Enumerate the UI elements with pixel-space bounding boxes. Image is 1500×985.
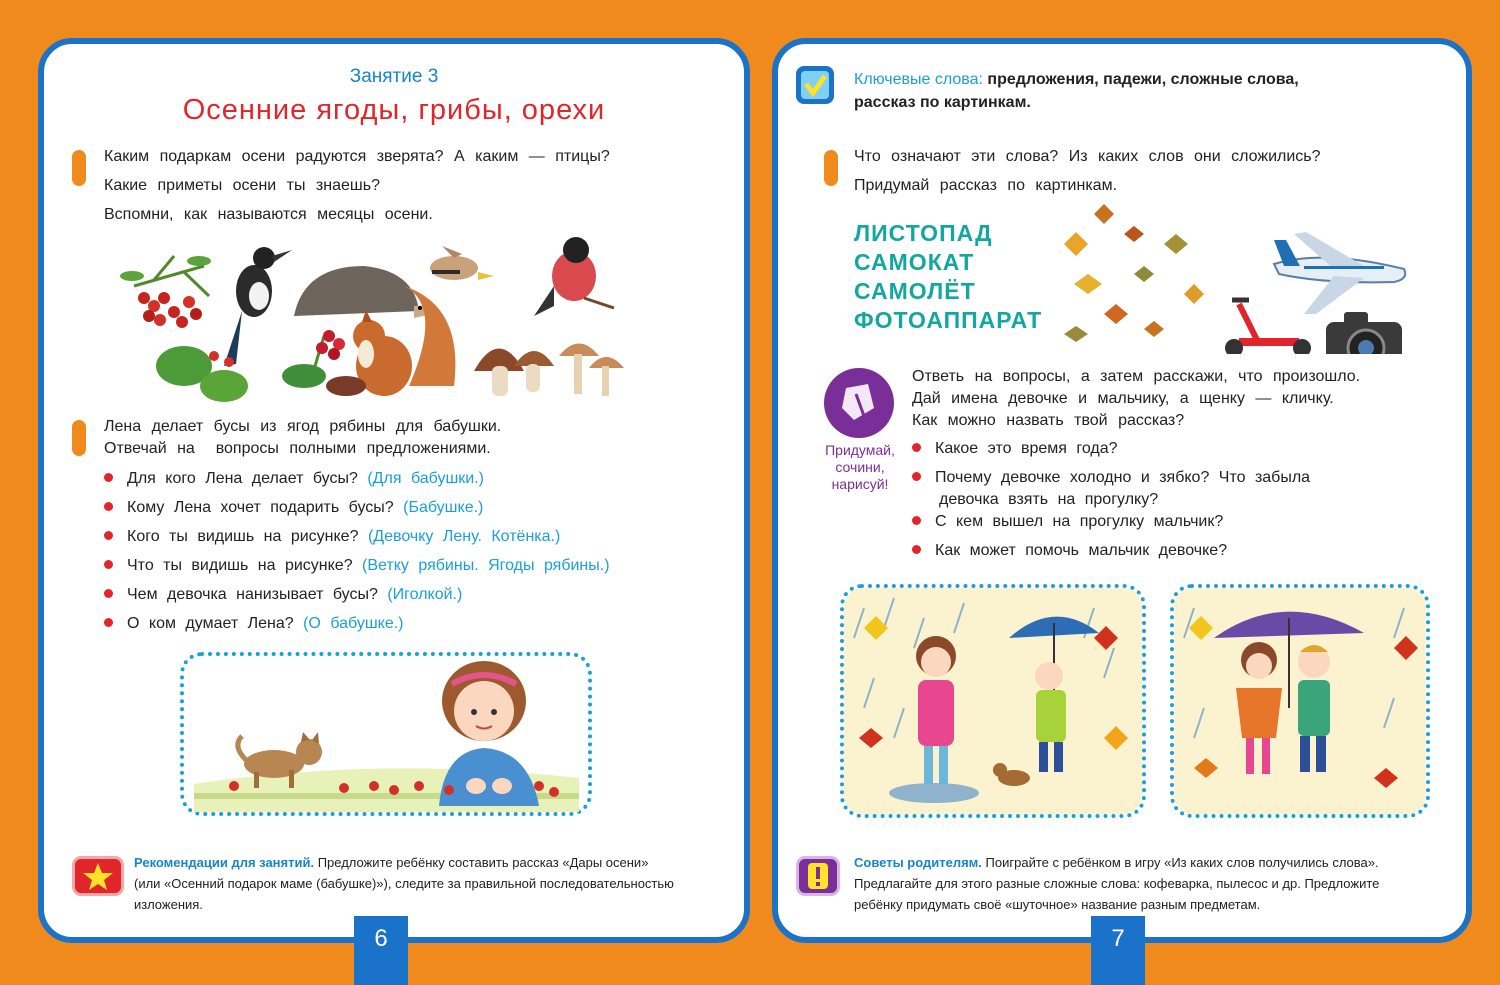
page-number-left: 6 bbox=[354, 916, 408, 985]
list-item: Что ты видишь на рисунке? (Ветку рябины. Ягоды рябины.) bbox=[104, 555, 610, 577]
word-airplane: САМОЛЁТ bbox=[854, 278, 976, 304]
airplane bbox=[1274, 232, 1405, 314]
bullet-dot bbox=[912, 545, 921, 554]
list-item: Кого ты видишь на рисунке? (Девочку Лену. Котёнка.) bbox=[104, 526, 560, 548]
picture-frame-1 bbox=[840, 584, 1146, 818]
rainy-walk-picture bbox=[844, 588, 1142, 814]
bullet-dot bbox=[104, 560, 113, 569]
intro-line-2: Придумай рассказ по картинкам. bbox=[854, 177, 1118, 194]
bullet-dot bbox=[104, 589, 113, 598]
viburnum bbox=[282, 330, 366, 396]
word-pictures bbox=[1044, 174, 1414, 354]
bullet-dot bbox=[104, 531, 113, 540]
section-marker bbox=[824, 150, 838, 186]
section-marker bbox=[72, 150, 86, 186]
picture-frame-2 bbox=[1170, 584, 1430, 818]
list-item: Кому Лена хочет подарить бусы? (Бабушке.) bbox=[104, 497, 483, 519]
mushrooms bbox=[474, 344, 624, 397]
create-badge-caption: Придумай, сочини, нарисуй! bbox=[825, 442, 895, 492]
page-number-right: 7 bbox=[1091, 916, 1145, 985]
waxwing bbox=[430, 246, 494, 280]
shared-umbrella-picture bbox=[1174, 588, 1426, 814]
girl bbox=[439, 661, 539, 806]
task-line-1: Лена делает бусы из ягод рябины для бабушки. bbox=[104, 418, 502, 435]
bullet-dot bbox=[912, 472, 921, 481]
illustration-frame bbox=[180, 652, 592, 816]
advice-note: Советы родителям. Поиграйте с ребёнком в игру «Из каких слов получились слова». Предлагайте для этого разные сложные слова: кофеварка, пылесос и др. Предложите ребёнку придумать своё «шуточное» название разным предметам. bbox=[854, 855, 1380, 912]
bullet-dot bbox=[104, 502, 113, 511]
bullet-dot bbox=[104, 618, 113, 627]
recommendation-note: Рекомендации для занятий. Предложите ребёнку составить рассказ «Дары осени» (или «Осенний подарок маме (бабушке)»), следите за правильной последовательностью изложения. bbox=[134, 855, 674, 912]
create-badge bbox=[824, 368, 894, 438]
hedgehog bbox=[294, 266, 432, 318]
checkmark-icon bbox=[796, 66, 834, 104]
task-line-2: Отвечай на вопросы полными предложениями. bbox=[104, 440, 491, 457]
word-camera: ФОТОАППАРАТ bbox=[854, 307, 1043, 333]
exclamation-icon bbox=[799, 859, 837, 893]
story-question-list bbox=[912, 438, 1432, 568]
word-scooter: САМОКАТ bbox=[854, 249, 975, 275]
camera bbox=[1326, 312, 1402, 354]
bullet-dot bbox=[912, 443, 921, 452]
girl-with-kitten-illustration bbox=[184, 656, 588, 812]
lesson-label: Занятие 3 bbox=[349, 66, 439, 87]
bullet-dot bbox=[912, 516, 921, 525]
star-icon bbox=[75, 859, 121, 893]
bullfinch bbox=[534, 237, 614, 316]
advice-badge bbox=[796, 856, 840, 896]
question-list bbox=[104, 468, 704, 648]
magpie bbox=[224, 247, 292, 366]
section-marker bbox=[72, 420, 86, 456]
intro-line-1: Что означают эти слова? Из каких слов они сложились? bbox=[854, 148, 1321, 165]
keywords: Ключевые слова: предложения, падежи, сложные слова, рассказ по картинкам. bbox=[854, 71, 1299, 111]
list-item: Как может помочь мальчик девочке? bbox=[912, 540, 1227, 562]
list-item: Какое это время года? bbox=[912, 438, 1118, 460]
left-page bbox=[38, 38, 750, 943]
recommendation-badge bbox=[72, 856, 124, 896]
list-item: Чем девочка нанизывает бусы? (Иголкой.) bbox=[104, 584, 462, 606]
right-page bbox=[772, 38, 1472, 943]
intro-line-1: Каким подаркам осени радуются зверята? А каким — птицы? bbox=[104, 148, 610, 165]
bullet-dot bbox=[104, 473, 113, 482]
list-item: Почему девочке холодно и зябко? Что забыла девочка взять на прогулку? bbox=[912, 467, 1310, 511]
scooter bbox=[1225, 300, 1311, 354]
word-leaf-fall: ЛИСТОПАД bbox=[854, 220, 993, 246]
story-instructions: Ответь на вопросы, а затем расскажи, что произошло. Дай имена девочке и мальчику, а щенку — кличку. Как можно назвать твой рассказ? bbox=[912, 368, 1361, 429]
list-item: Для кого Лена делает бусы? (Для бабушки.) bbox=[104, 468, 484, 490]
page-title: Осенние ягоды, грибы, орехи bbox=[182, 94, 606, 126]
list-item: О ком думает Лена? (О бабушке.) bbox=[104, 613, 404, 635]
falling-leaves bbox=[1064, 204, 1204, 342]
intro-line-2: Какие приметы осени ты знаешь? bbox=[104, 177, 380, 194]
autumn-gifts-illustration bbox=[114, 236, 634, 406]
list-item: С кем вышел на прогулку мальчик? bbox=[912, 511, 1223, 533]
palette-icon bbox=[824, 368, 894, 438]
keywords-badge bbox=[796, 66, 834, 104]
intro-line-3: Вспомни, как называются месяцы осени. bbox=[104, 206, 433, 223]
compound-words bbox=[854, 219, 1042, 335]
rowan-branch bbox=[120, 256, 211, 328]
